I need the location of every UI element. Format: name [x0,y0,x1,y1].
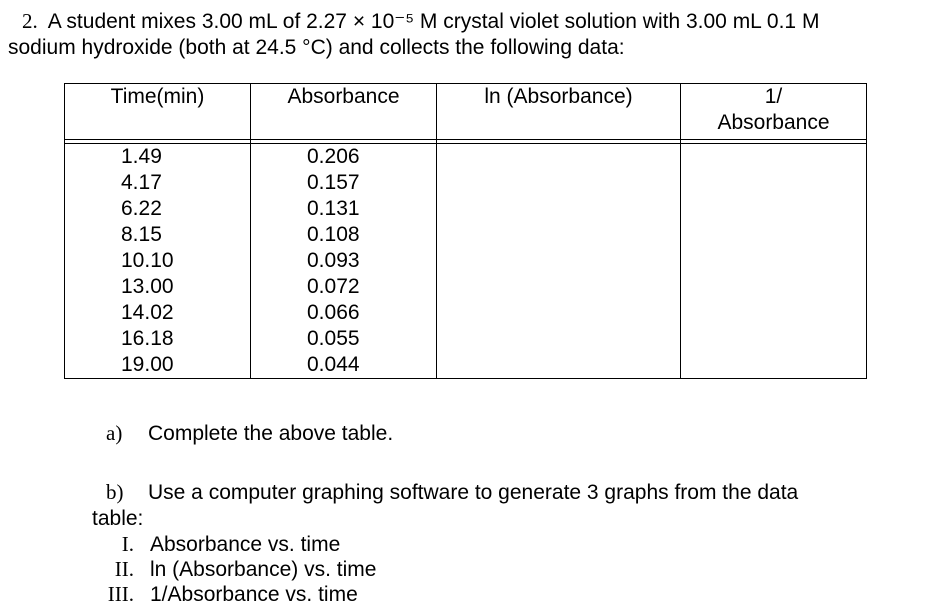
part-b-label: b) [106,480,124,504]
inverse-absorbance-cell [681,248,867,274]
part-a [106,421,393,446]
ln-absorbance-cell [437,274,681,300]
time-cell: 16.18 [65,326,251,352]
ln-absorbance-cell [437,170,681,196]
part-a-text: Complete the above table. [148,422,394,445]
part-b [106,480,798,505]
table-row [65,196,867,222]
absorbance-cell: 0.157 [251,170,437,196]
absorbance-cell: 0.055 [251,326,437,352]
time-cell: 19.00 [65,352,251,379]
time-cell: 6.22 [65,196,251,222]
absorbance-cell: 0.093 [251,248,437,274]
absorbance-cell: 0.131 [251,196,437,222]
time-cell: 14.02 [65,300,251,326]
graph-item-2 [94,557,376,582]
graph-item-1 [94,532,340,557]
inverse-absorbance-cell [681,222,867,248]
absorbance-cell: 0.072 [251,274,437,300]
absorbance-cell: 0.044 [251,352,437,379]
ln-absorbance-cell [437,144,681,171]
table-row [65,300,867,326]
graph-text: ln (Absorbance) vs. time [150,558,377,581]
inverse-absorbance-cell [681,300,867,326]
time-cell: 8.15 [65,222,251,248]
table-row [65,274,867,300]
ln-absorbance-cell [437,300,681,326]
data-table [64,83,867,379]
table-row [65,352,867,379]
absorbance-cell: 0.206 [251,144,437,171]
ln-absorbance-cell [437,222,681,248]
question-text-1: A student mixes 3.00 mL of 2.27 × 10⁻⁵ M crystal violet solution with 3.00 mL 0.1 M [47,10,820,33]
ln-absorbance-cell [437,196,681,222]
ln-absorbance-cell [437,326,681,352]
graph-item-3 [94,582,358,607]
part-b-text: Use a computer graphing software to generate 3 graphs from the data [148,481,799,504]
table-row [65,248,867,274]
table-row [65,222,867,248]
inverse-absorbance-cell [681,170,867,196]
question-number: 2. [22,9,38,33]
time-cell: 1.49 [65,144,251,171]
part-b-text-continued: table: [92,507,144,530]
graph-numeral: II. [114,557,134,581]
inverse-absorbance-cell [681,352,867,379]
graph-text: 1/Absorbance vs. time [150,583,358,606]
inverse-absorbance-cell [681,274,867,300]
question-line-1 [22,9,819,34]
graph-text: Absorbance vs. time [150,533,341,556]
absorbance-cell: 0.108 [251,222,437,248]
inverse-absorbance-cell [681,196,867,222]
table-header-row [65,84,867,140]
header-inverse-line1: 1/ [764,85,783,108]
table-row [65,326,867,352]
table-body [65,140,867,379]
question-line-2: sodium hydroxide (both at 24.5 °C) and collects the following data: [8,36,625,59]
graph-numeral: I. [121,532,134,556]
header-ln-absorbance: ln (Absorbance) [437,84,681,140]
part-a-label: a) [106,421,123,445]
table-row [65,144,867,171]
header-inverse-absorbance [681,84,867,140]
header-inverse-line2: Absorbance [717,111,830,134]
inverse-absorbance-cell [681,326,867,352]
header-time: Time(min) [65,84,251,140]
absorbance-cell: 0.066 [251,300,437,326]
time-cell: 13.00 [65,274,251,300]
graph-numeral: III. [107,582,134,606]
header-absorbance: Absorbance [251,84,437,140]
inverse-absorbance-cell [681,144,867,171]
time-cell: 4.17 [65,170,251,196]
ln-absorbance-cell [437,352,681,379]
table-row [65,170,867,196]
time-cell: 10.10 [65,248,251,274]
ln-absorbance-cell [437,248,681,274]
